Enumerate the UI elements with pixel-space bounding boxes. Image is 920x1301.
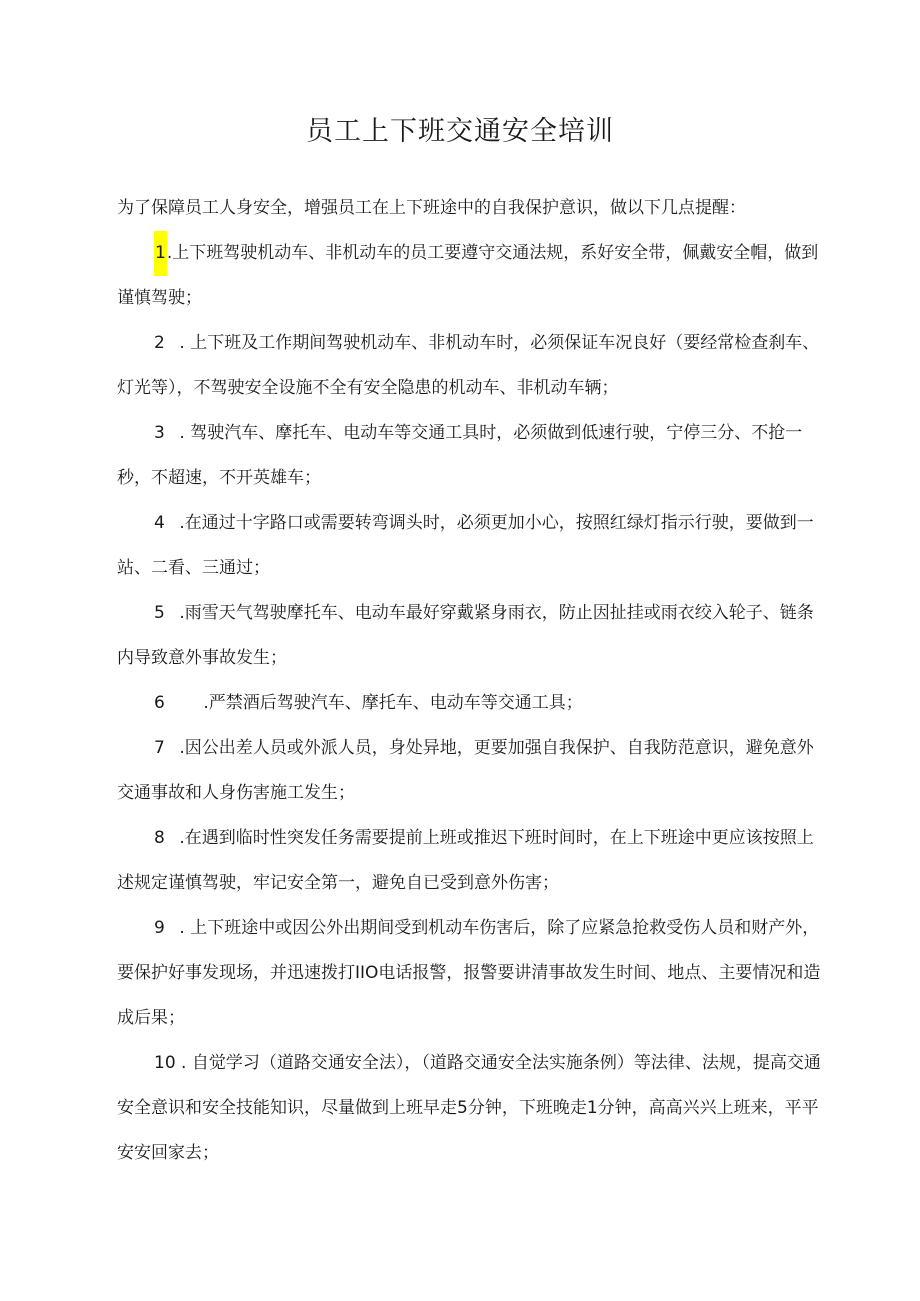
intro-paragraph: 为了保障员工人身安全，增强员工在上下班途中的自我保护意识，做以下几点提醒： [117,198,746,218]
list-item [117,231,821,321]
item-text: .因公出差人员或外派人员，身处异地，更要加强自我保护、自我防范意识，避免意外交通事故和人身伤害施工发生； [117,738,814,803]
item-number: 6 [154,693,165,713]
item-text: .在通过十字路口或需要转弯调头时，必须更加小心，按照红绿灯指示行驶，要做到一站、二看、三通过； [117,513,814,578]
item-number: 10 [154,1053,176,1073]
list-item [117,816,821,906]
list-item [117,501,821,591]
list-item [117,726,821,816]
item-text: . 上下班及工作期间驾驶机动车、非机动车时，必须保证车况良好（要经常检查刹车、灯光等），不驾驶安全设施不全有安全隐患的机动车、非机动车辆； [117,333,820,398]
item-number: 5 [154,603,165,623]
list-item [117,411,821,501]
item-number: 7 [154,738,165,758]
item-number: 9 [154,918,165,938]
item-text: . 驾驶汽车、摩托车、电动车等交通工具时，必须做到低速行驶，宁停三分、不抢一秒，不超速，不开英雄车； [117,423,803,488]
item-text: .雨雪天气驾驶摩托车、电动车最好穿戴紧身雨衣，防止因扯挂或雨衣绞入轮子、链条内导致意外事故发生； [117,603,814,668]
item-number: 2 [154,333,165,353]
list-item [117,321,821,411]
document-title: 员工上下班交通安全培训 [306,116,614,147]
item-text: .严禁酒后驾驶汽车、摩托车、电动车等交通工具； [198,693,583,713]
list-item [117,906,821,1041]
list-item [117,681,821,726]
item-number: 3 [154,423,165,443]
document-body [117,186,821,1176]
list-item [117,591,821,681]
item-number-highlighted: 1 [154,231,167,276]
item-number: 4 [154,513,165,533]
item-text: . 自觉学习（道路交通安全法），（道路交通安全法实施条例）等法律、法规，提高交通安全意识和安全技能知识，尽量做到上班早走5分钟，下班晚走1分钟，高高兴兴上班来，平平安安回家去； [117,1053,821,1163]
item-text: .上下班驾驶机动车、非机动车的员工要遵守交通法规，系好安全带，佩戴安全帽，做到谨慎驾驶； [117,243,819,308]
list-item [117,1041,821,1176]
item-text: .在遇到临时性突发任务需要提前上班或推迟下班时间时，在上下班途中更应该按照上述规定谨慎驾驶，牢记安全第一，避免自已受到意外伤害； [117,828,814,893]
item-number: 8 [154,828,165,848]
item-text: . 上下班途中或因公外出期间受到机动车伤害后，除了应紧急抢救受伤人员和财产外，要保护好事发现场，并迅速拨打IIO电话报警，报警要讲清事故发生时间、地点、主要情况和造成后果； [117,918,821,1028]
